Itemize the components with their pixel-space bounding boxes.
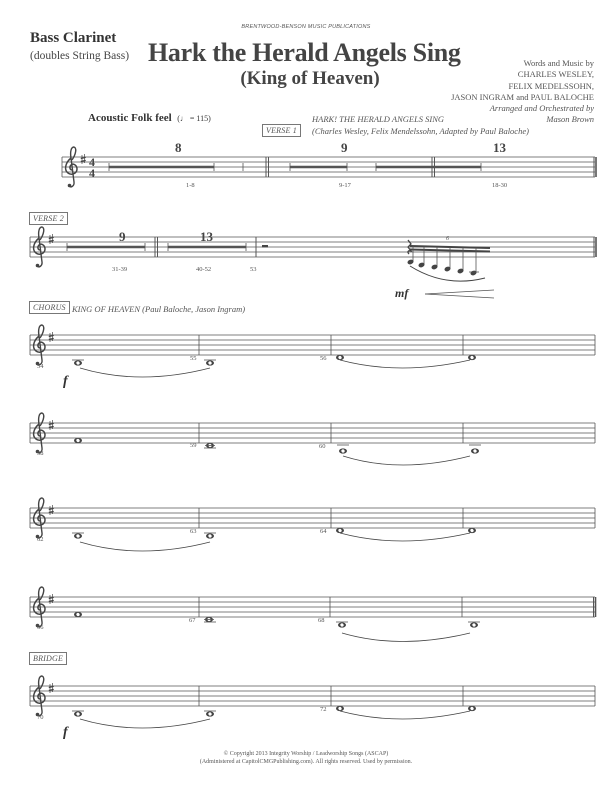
measure-number: 70	[37, 714, 44, 721]
system-chorus-4	[30, 597, 596, 642]
credits-line: JASON INGRAM and PAUL BALOCHE	[451, 91, 594, 102]
measure-number: 72	[320, 706, 327, 713]
measure-range: 31-39	[112, 266, 128, 273]
measure-range: 9-17	[339, 182, 351, 189]
rehearsal-mark-bridge: BRIDGE	[29, 652, 67, 665]
rehearsal-mark-verse2: VERSE 2	[29, 212, 68, 225]
rehearsal-mark-verse1: VERSE 1	[262, 124, 301, 137]
staff-1	[62, 157, 596, 177]
copyright-line: (Administered at CapitolCMGPublishing.com). All rights reserved. Used by permission.	[199, 759, 413, 765]
measure-number: 64	[320, 528, 327, 535]
song-subtitle: (King of Heaven)	[240, 68, 380, 89]
measure-range: 18-30	[492, 182, 508, 189]
measure-range: 1-8	[186, 182, 195, 189]
multirest-count: 8	[175, 140, 182, 155]
measure-number: 56	[320, 355, 327, 362]
system-chorus-1	[30, 335, 595, 377]
instrument-name: Bass Clarinet	[30, 30, 117, 46]
system-bridge	[30, 686, 595, 728]
rehearsal-mark-chorus: CHORUS	[29, 301, 70, 314]
dynamic-f: f	[63, 374, 68, 389]
dynamic-f: f	[63, 725, 68, 740]
credits-line: Words and Music by	[523, 58, 594, 68]
svg-text:4: 4	[89, 166, 95, 180]
multirest-count: 9	[119, 229, 126, 244]
arranger-name: Mason Brown	[546, 114, 594, 125]
measure-range: 40-52	[196, 266, 212, 273]
song-title: Hark the Herald Angels Sing	[148, 38, 461, 67]
measure-number: 63	[190, 528, 197, 535]
dynamic-mf: mf	[395, 286, 409, 300]
measure-number: 67	[189, 617, 196, 624]
measure-number: 59	[190, 442, 197, 449]
svg-text:4: 4	[89, 155, 95, 169]
measure-number: 62	[37, 536, 44, 543]
tempo-label: Acoustic Folk feel	[88, 112, 172, 124]
measure-number: 55	[190, 355, 197, 362]
measure-number: 58	[37, 450, 44, 457]
system-chorus-3	[30, 508, 595, 551]
arranger-line: Arranged and Orchestrated by	[489, 103, 594, 114]
copyright-notice	[0, 750, 612, 766]
publisher-name: BRENTWOOD-BENSON MUSIC PUBLICATIONS	[241, 24, 371, 30]
multirest-count: 13	[200, 229, 213, 244]
measure-number: 68	[318, 617, 325, 624]
copyright-line: © Copyright 2013 Integrity Worship / Leadworship Songs (ASCAP)	[223, 751, 389, 757]
section-title-chorus: KING OF HEAVEN (Paul Baloche, Jason Ingram)	[72, 304, 246, 314]
credits-line: CHARLES WESLEY,	[517, 69, 594, 80]
multirest-count: 13	[493, 140, 506, 155]
multirest-count: 9	[341, 140, 348, 155]
instrument-note: (doubles String Bass)	[30, 50, 130, 62]
metronome-mark: (♩ = 115)	[177, 114, 211, 123]
measure-number: 54	[37, 363, 44, 370]
system-chorus-2	[30, 423, 595, 465]
section-title: HARK! THE HERALD ANGELS SING	[312, 114, 445, 124]
measure-number: 60	[319, 443, 326, 450]
measure-number: 53	[250, 266, 257, 273]
section-credit: (Charles Wesley, Felix Mendelssohn, Adapted by Paul Baloche)	[312, 126, 529, 136]
credits-line: FELIX MEDELSSOHN,	[508, 80, 594, 91]
measure-number: 66	[37, 624, 44, 631]
tuplet-number: 6	[446, 236, 449, 242]
